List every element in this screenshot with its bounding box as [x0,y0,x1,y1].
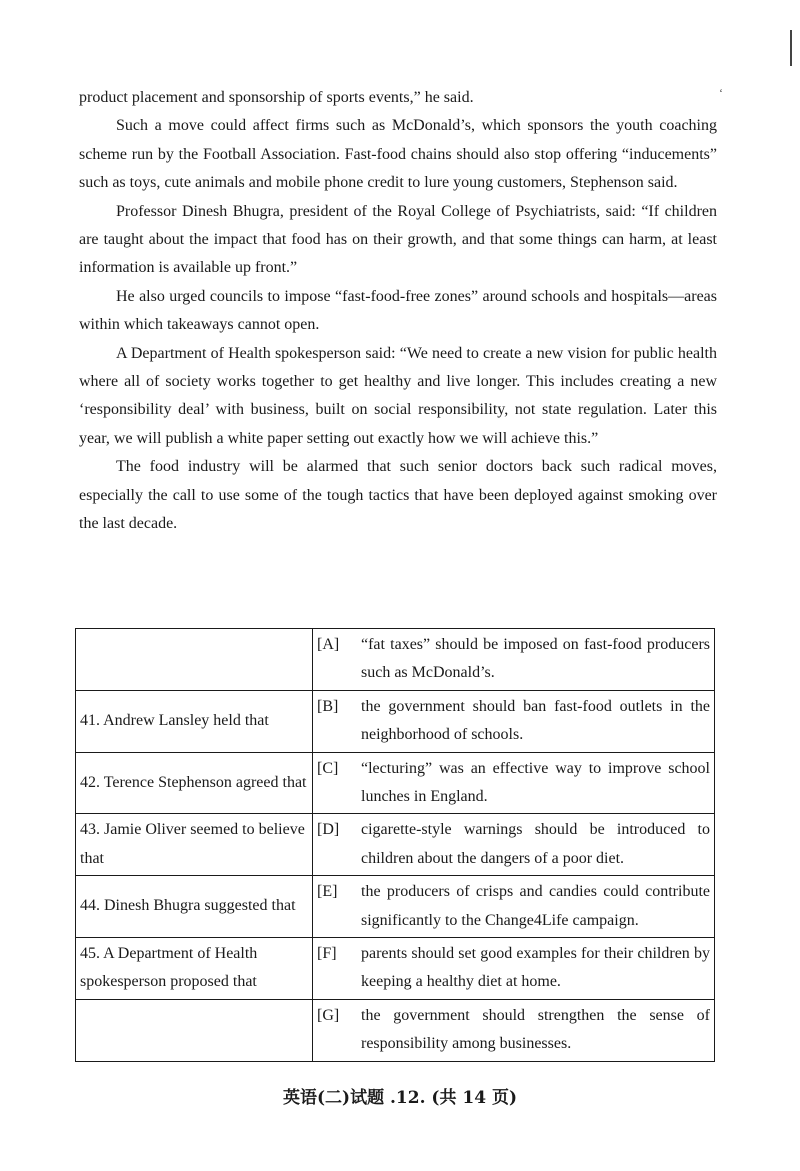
question-cell: 41. Andrew Lansley held that [76,690,313,752]
option-label: [F] [317,945,337,963]
option-text: the producers of crisps and candies could contribute significantly to the Change4Life campaign. [361,883,710,929]
table-row [76,752,715,814]
option-text: “lecturing” was an effective way to improve school lunches in England. [361,759,710,806]
passage-paragraph: He also urged councils to impose “fast-food-free zones” around schools and hospitals—areas within which takeaways cannot open. [79,287,717,334]
question-cell [76,999,313,1061]
reading-passage [79,84,717,539]
question-cell: 44. Dinesh Bhugra suggested that [76,876,313,938]
option-text: “fat taxes” should be imposed on fast-food producers such as McDonald’s. [361,636,710,682]
page-footer: 英语(二)试题 .12. (共 14 页) [283,1088,517,1108]
table-row [76,814,715,876]
question-cell: 45. A Department of Health spokesperson proposed that [76,938,313,1000]
table-row [76,999,715,1061]
option-cell [313,752,715,814]
table-row [76,938,715,1000]
option-cell [313,690,715,752]
option-label: [C] [317,759,339,777]
option-cell [313,629,715,691]
stray-mark: ‘ [719,86,723,100]
option-cell [313,999,715,1061]
passage-paragraph: A Department of Health spokesperson said: “We need to create a new vision for public health where all of society works together to get healthy and live longer. This includes creating a new ‘responsibility deal’ with business, built on social responsibility, not state regulation. Later this year, we will publish a white paper setting out exactly how we will achieve this.” [79,344,717,447]
option-label: [D] [317,821,340,839]
question-cell [76,629,313,691]
matching-table [75,628,715,1062]
passage-paragraph: product placement and sponsorship of sports events,” he said. [79,89,474,106]
option-cell [313,876,715,938]
passage-paragraph: The food industry will be alarmed that such senior doctors back such radical moves, especially the call to use some of the tough tactics that have been deployed against smoking over the last decade. [79,458,717,533]
passage-paragraph: Such a move could affect firms such as McDonald’s, which sponsors the youth coaching scheme run by the Football Association. Fast-food chains should also stop offering “inducements” such as toys, cute animals and mobile phone credit to lure young customers, Stephenson said. [79,117,717,192]
passage-paragraph: Professor Dinesh Bhugra, president of the Royal College of Psychiatrists, said: “If children are taught about the impact that food has on their growth, and that some things can harm, at least information is available up front.” [79,202,717,277]
table-row [76,876,715,938]
option-cell [313,938,715,1000]
table-row [76,690,715,752]
option-cell [313,814,715,876]
option-text: cigarette-style warnings should be introduced to children about the dangers of a poor diet. [361,821,710,867]
table-row [76,629,715,691]
option-text: the government should ban fast-food outlets in the neighborhood of schools. [361,697,710,744]
question-cell: 42. Terence Stephenson agreed that [76,752,313,814]
option-text: parents should set good examples for their children by keeping a healthy diet at home. [361,945,710,991]
option-label: [E] [317,883,338,901]
option-label: [B] [317,697,339,715]
edge-mark [790,30,792,66]
option-label: [A] [317,636,340,653]
question-cell: 43. Jamie Oliver seemed to believe that [76,814,313,876]
option-label: [G] [317,1006,340,1024]
option-text: the government should strengthen the sense of responsibility among businesses. [361,1006,710,1053]
